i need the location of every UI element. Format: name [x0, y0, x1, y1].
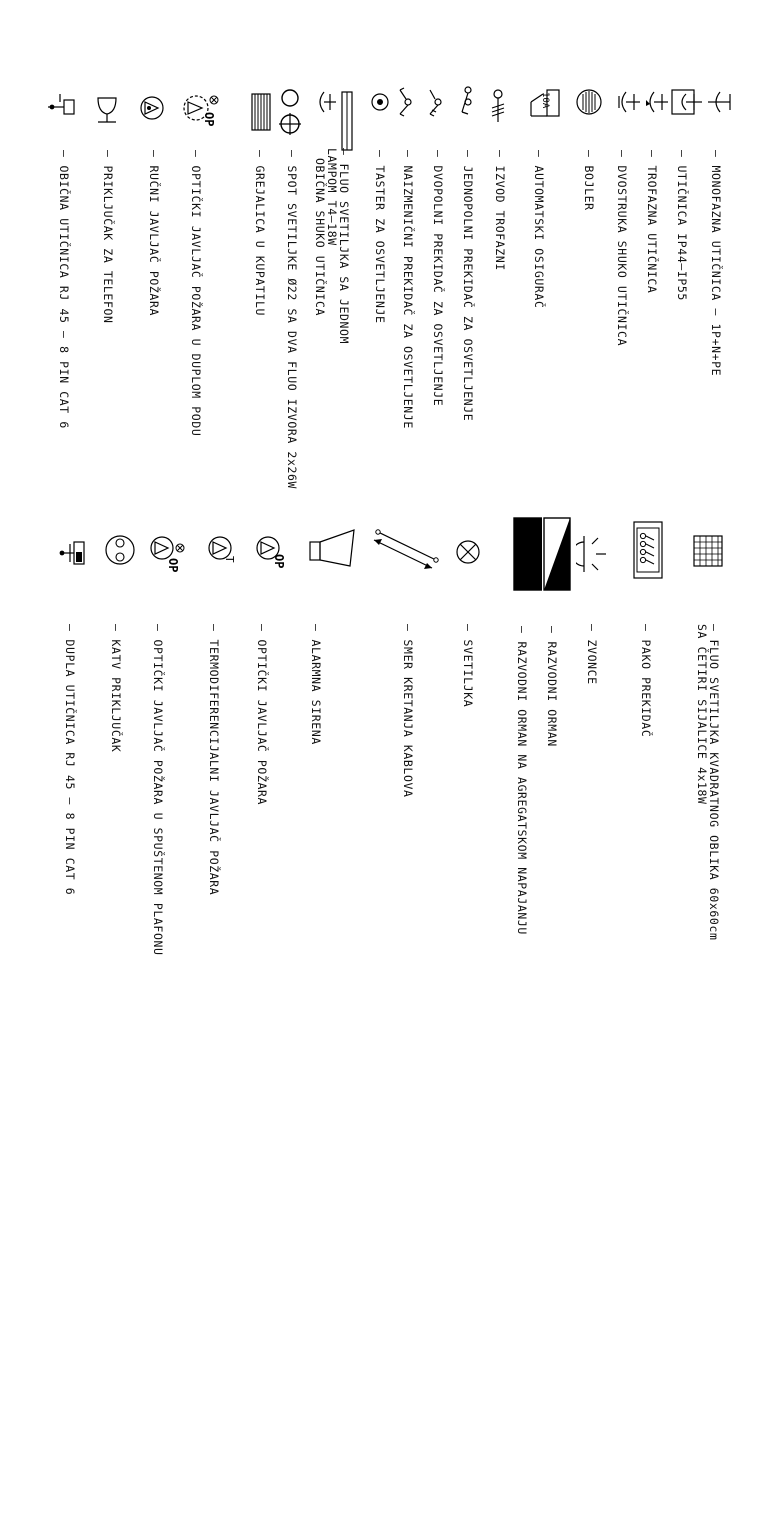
legend-label: –SVETILJKA	[461, 624, 475, 708]
legend-entry-termo	[206, 532, 250, 1532]
generator-board-icon	[512, 516, 542, 592]
legend-label: –PRIKLJUČAK ZA TELEFON	[101, 150, 115, 324]
legend-label: –GREJALICA U KUPATILU	[253, 150, 267, 317]
pako-switch-icon	[630, 518, 670, 582]
legend-entry-fluo-kvadrat	[690, 528, 734, 1528]
legend-label: –DUPLA UTIČNICA RJ 45 – 8 PIN CAT 6	[63, 624, 77, 896]
detector-tag: T	[223, 556, 236, 563]
legend-entry-opticki-plafon	[148, 532, 192, 1532]
cable-direction-icon	[370, 526, 446, 572]
legend-entry-svetiljka	[452, 536, 496, 1536]
legend-entry-katv	[102, 532, 146, 1532]
legend-label: –FLUO SVETILJKA SA JEDNOM LAMPOM T4–18W	[325, 148, 351, 345]
legend-entry-dupla-rj45	[56, 536, 100, 1536]
legend-label: –RAZVODNI ORMAN NA AGREGATSKOM NAPAJANJU	[515, 626, 529, 935]
legend-label: –OBIČNA UTIČNICA RJ 45 – 8 PIN CAT 6	[57, 150, 71, 429]
catv-outlet-icon	[102, 532, 146, 576]
detector-tag: OP	[272, 554, 286, 569]
legend-entry-razvodni-agregat	[512, 516, 559, 1516]
legend-label: –PAKO PREKIDAČ	[639, 624, 653, 738]
legend-label: –SMER KRETANJA KABLOVA	[401, 624, 415, 798]
luminaire-icon	[452, 536, 486, 576]
legend-entry-pako	[630, 518, 674, 1518]
legend-entry-sirena	[306, 528, 350, 1528]
legend-label: OBIČNA SHUKO UTIČNICA	[313, 158, 327, 316]
legend-label: –OPTIČKI JAVLJAČ POŽARA	[255, 624, 269, 806]
legend-label: –RAZVODNI ORMAN	[545, 626, 559, 747]
legend-label: –MONOFAZNA UTIČNICA – 1P+N+PE	[709, 150, 723, 377]
detector-tag: OP	[166, 558, 180, 573]
legend-label: –OPTIČKI JAVLJAČ POŽARA U SPUŠTENOM PLAFONU	[151, 624, 165, 956]
legend-label: –TASTER ZA OSVETLJENJE	[373, 150, 387, 324]
legend-label: –OPTIČKI JAVLJAČ POŽARA U DUPLOM PODU	[189, 150, 203, 437]
legend-label: –FLUO SVETILJKA KVADRATNOG OBLIKA 60x60cm SA ČETIRI SIJALICE 4x18W	[695, 624, 721, 941]
legend-label: –RUČNI JAVLJAČ POŽARA	[147, 150, 161, 317]
legend-entry-smer	[370, 526, 414, 1526]
legend-label: –IZVOD TROFAZNI	[493, 150, 507, 271]
legend-label: –DVOSTRUKA SHUKO UTIČNICA	[615, 150, 629, 347]
legend-label: –DVOPOLNI PREKIDAČ ZA OSVETLJENJE	[431, 150, 445, 407]
legend-entry-opticki	[254, 532, 298, 1532]
legend-label: –AUTOMATSKI OSIGURAČ	[532, 150, 546, 309]
legend-label: –JEDNOPOLNI PREKIDAČ ZA OSVETLJENJE	[461, 150, 475, 422]
legend-label: –TROFAZNA UTIČNICA	[645, 150, 659, 294]
legend-label: –ZVONCE	[585, 624, 599, 685]
legend-label: –ALARMNA SIRENA	[309, 624, 323, 745]
alarm-siren-icon	[306, 528, 362, 576]
legend-label: –TERMODIFERENCIJALNI JAVLJAČ POŽARA	[207, 624, 221, 896]
legend-label: –SPOT SVETILJKE Ø22 SA DVA FLUO IZVORA 2x26W	[285, 150, 299, 490]
legend-label: –NAIZMENIČNI PREKIDAČ ZA OSVETLJENJE	[401, 150, 415, 429]
legend-label: –BOJLER	[582, 150, 596, 211]
detector-tag: OP	[202, 112, 216, 127]
legend-label: –KATV PRIKLJUČAK	[109, 624, 123, 753]
breaker-rating: 10A	[540, 92, 550, 109]
double-rj45-outlet-icon	[56, 536, 100, 580]
square-fluorescent-icon	[690, 528, 730, 584]
legend-label: –UTIČNICA IP44–IP55	[675, 150, 689, 301]
